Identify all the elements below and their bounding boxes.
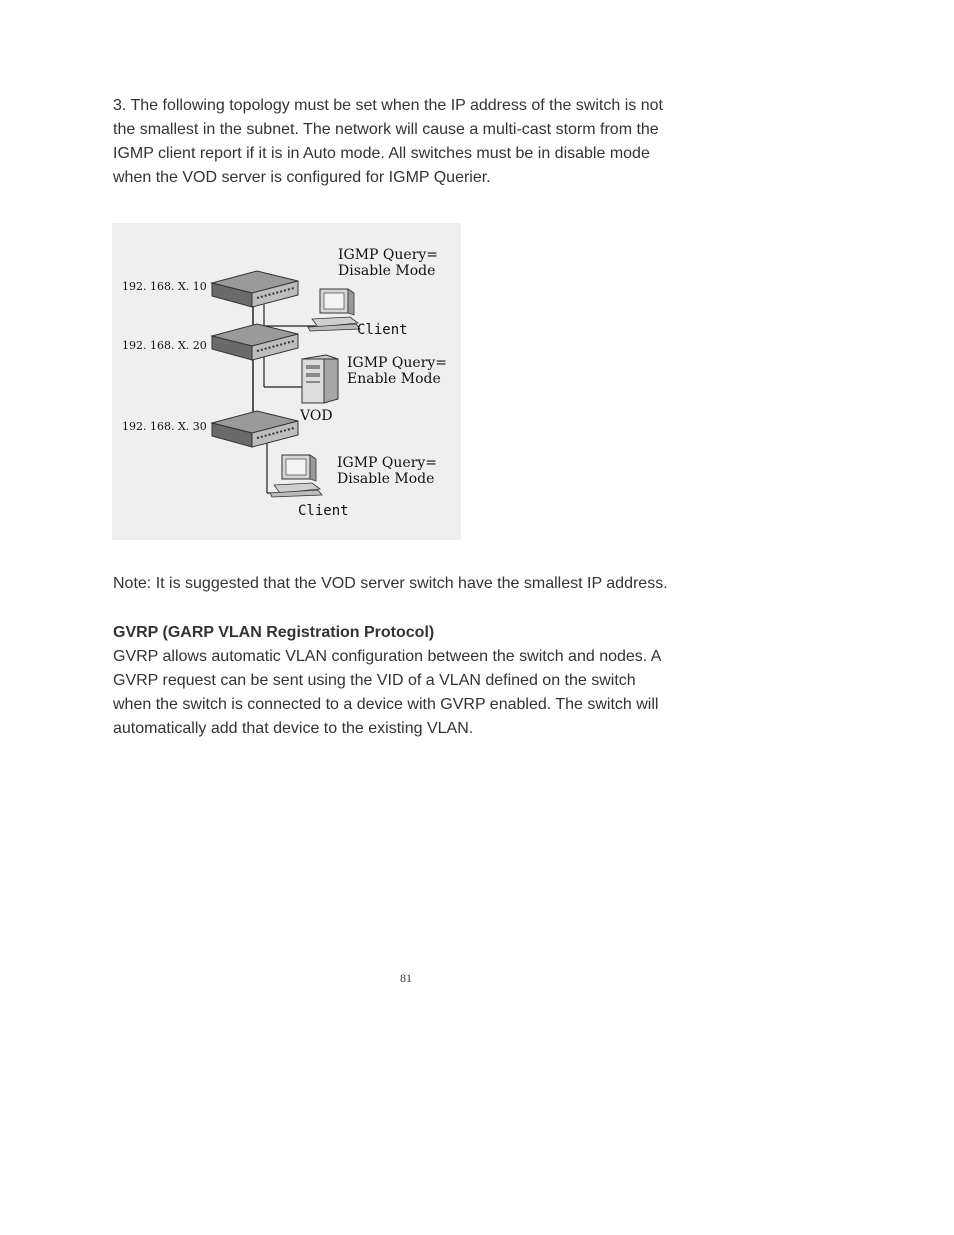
client-pc-2-icon <box>270 455 322 497</box>
intro-line: the smallest in the subnet. The network will cause a multi-cast storm from the <box>113 121 659 138</box>
top-client-label: Client <box>357 322 408 338</box>
topology-svg <box>112 223 461 540</box>
gvrp-line: automatically add that device to the existing VLAN. <box>113 720 474 737</box>
vod-server-icon <box>302 355 338 403</box>
bottom-client-mode-label: Disable Mode <box>337 471 435 487</box>
vod-mode-label: Enable Mode <box>347 371 441 387</box>
vod-label: VOD <box>300 408 333 424</box>
switch-1-ip: 192. 168. X. 10 <box>122 280 207 293</box>
gvrp-heading: GVRP (GARP VLAN Registration Protocol) <box>113 624 435 641</box>
top-client-query-label: IGMP Query= <box>338 247 439 263</box>
switch-1-icon <box>212 271 298 307</box>
switch-2-ip: 192. 168. X. 20 <box>122 339 207 352</box>
client-pc-1-icon <box>308 289 360 331</box>
igmp-topology-diagram <box>112 223 461 540</box>
gvrp-paragraph <box>113 645 713 741</box>
vod-query-label: IGMP Query= <box>347 355 448 371</box>
bottom-client-query-label: IGMP Query= <box>337 455 438 471</box>
gvrp-line: when the switch is connected to a device with GVRP enabled. The switch will <box>113 696 659 713</box>
top-client-mode-label: Disable Mode <box>338 263 436 279</box>
gvrp-line: GVRP request can be sent using the VID of a VLAN defined on the switch <box>113 672 636 689</box>
note-paragraph: Note: It is suggested that the VOD server switch have the smallest IP address. <box>113 575 668 592</box>
intro-line: 3. The following topology must be set when the IP address of the switch is not <box>113 97 663 114</box>
intro-paragraph <box>113 94 713 190</box>
intro-line: IGMP client report if it is in Auto mode. All switches must be in disable mode <box>113 145 650 162</box>
switch-2-icon <box>212 324 298 360</box>
intro-line: when the VOD server is configured for IGMP Querier. <box>113 169 491 186</box>
bottom-client-label: Client <box>298 503 349 519</box>
gvrp-line: GVRP allows automatic VLAN configuration between the switch and nodes. A <box>113 648 662 665</box>
page-number: 81 <box>400 971 412 985</box>
switch-3-icon <box>212 411 298 447</box>
switch-3-ip: 192. 168. X. 30 <box>122 420 207 433</box>
